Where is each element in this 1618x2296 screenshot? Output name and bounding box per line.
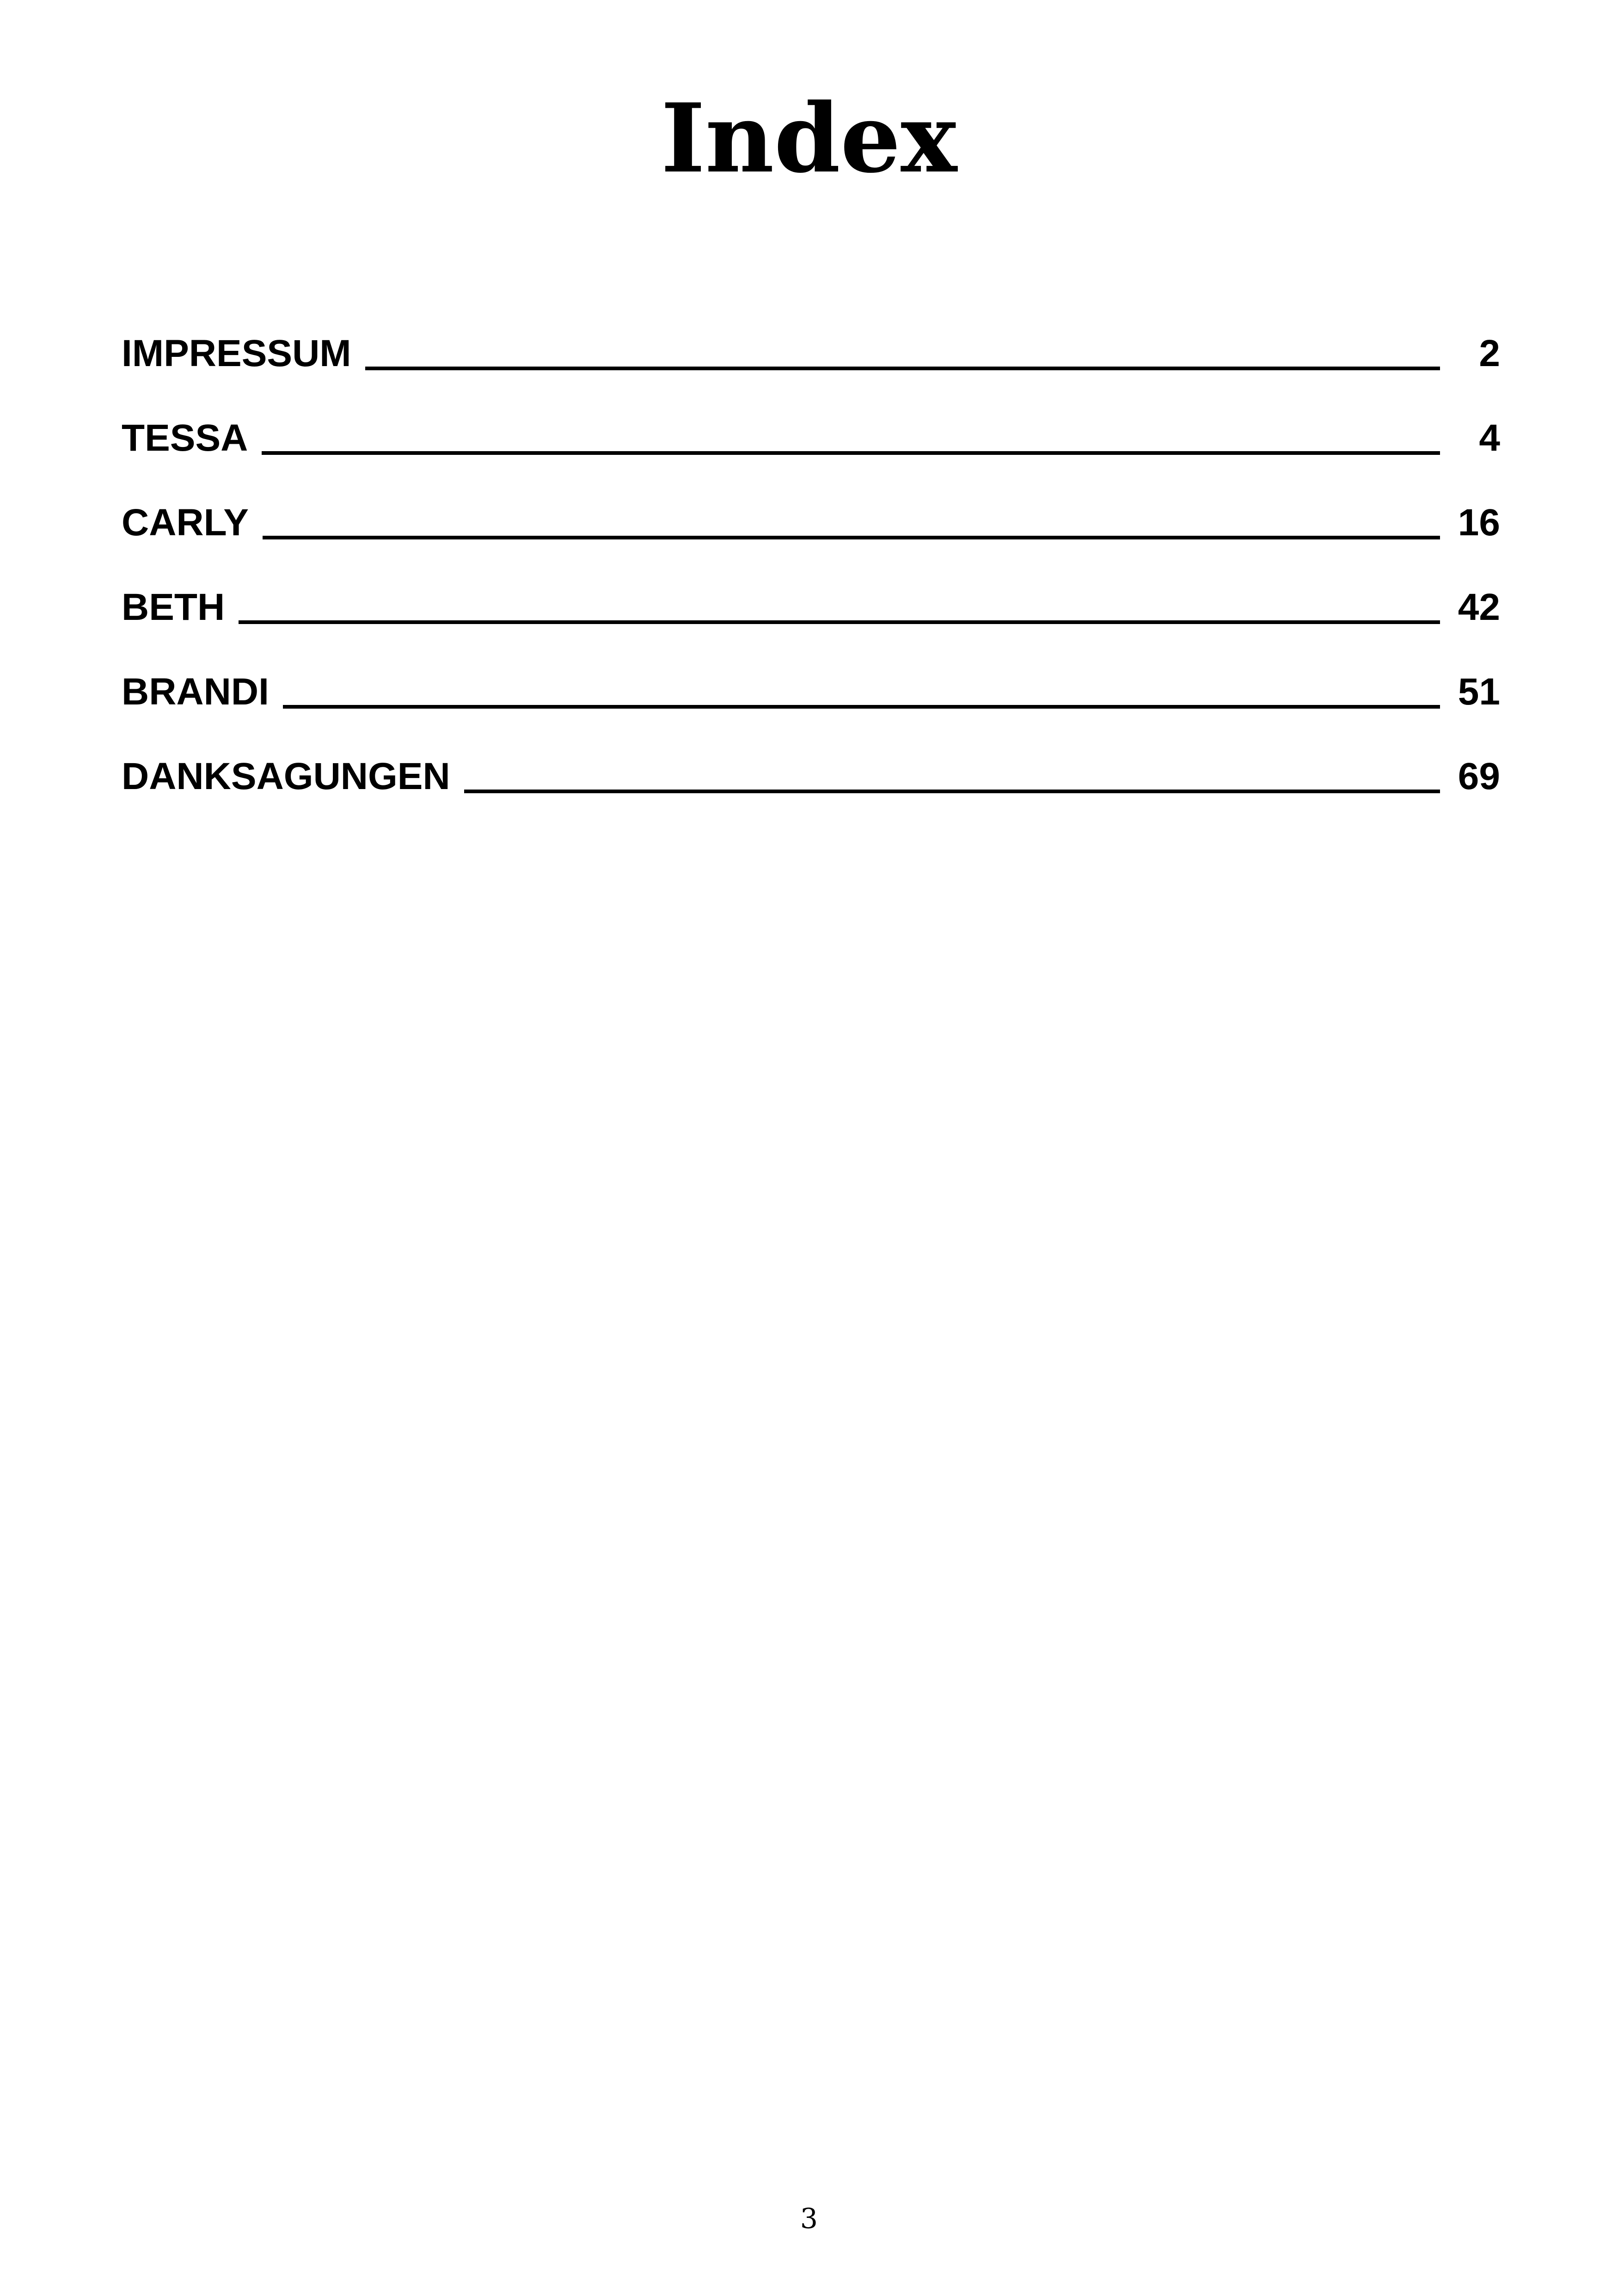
toc-entry-tessa[interactable] (122, 415, 1500, 461)
toc-leader-line (365, 367, 1440, 370)
toc-entry-page: 2 (1479, 332, 1500, 374)
toc-entry-page: 16 (1458, 502, 1500, 544)
page-title: Index (661, 83, 957, 194)
toc-leader-line (262, 451, 1440, 455)
toc-entry-label: DANKSAGUNGEN (122, 755, 450, 797)
toc-entry-label: IMPRESSUM (122, 332, 351, 374)
toc-entry-page: 51 (1458, 671, 1500, 713)
toc-entry-impressum[interactable] (122, 331, 1500, 377)
toc-leader-line (283, 705, 1440, 709)
toc-entry-page: 69 (1458, 755, 1500, 797)
toc-entry-label: BRANDI (122, 671, 269, 713)
toc-leader-line (239, 620, 1440, 624)
toc-entry-carly[interactable] (122, 500, 1500, 546)
toc-entry-label: BETH (122, 586, 225, 628)
table-of-contents (122, 331, 1500, 838)
toc-leader-line (464, 790, 1440, 793)
toc-entry-brandi[interactable] (122, 669, 1500, 715)
toc-entry-beth[interactable] (122, 584, 1500, 631)
toc-entry-page: 42 (1458, 586, 1500, 628)
toc-entry-label: CARLY (122, 502, 249, 544)
toc-entry-danksagungen[interactable] (122, 753, 1500, 800)
toc-entry-label: TESSA (122, 417, 248, 459)
page-number: 3 (800, 2203, 818, 2235)
toc-entry-page: 4 (1479, 417, 1500, 459)
toc-leader-line (263, 536, 1440, 539)
